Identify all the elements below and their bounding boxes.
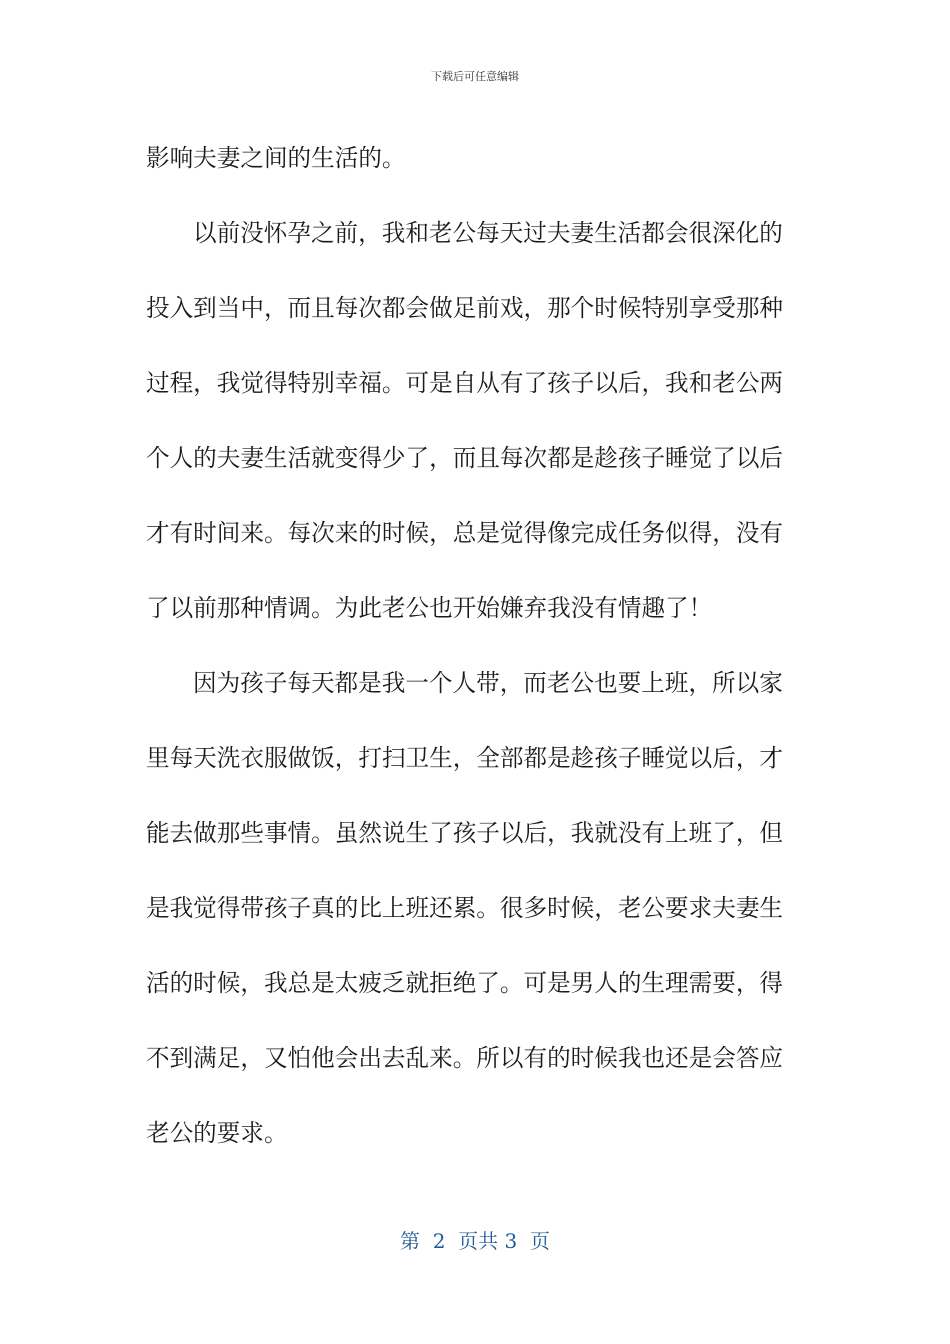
text-line: 是我觉得带孩子真的比上班还累。很多时候，老公要求夫妻生 [146,894,784,922]
text-line: 影响夫妻之间的生活的。 [146,144,406,172]
text-line: 了以前那种情调。为此老公也开始嫌弃我没有情趣了！ [146,594,713,622]
document-body [146,121,796,1171]
text-line: 老公的要求。 [146,1119,288,1147]
page-number-footer: 第 2 页共 3 页 [400,1229,550,1253]
paragraph-first-line: 以前没怀孕之前，我和老公每天过夫妻生活都会很深化的 [193,219,783,247]
paragraph-first-line: 因为孩子每天都是我一个人带，而老公也要上班，所以家 [193,669,783,697]
text-line: 过程，我觉得特别幸福。可是自从有了孩子以后，我和老公两 [146,369,784,397]
text-line: 个人的夫妻生活就变得少了，而且每次都是趁孩子睡觉了以后 [146,444,784,472]
text-line: 里每天洗衣服做饭，打扫卫生，全部都是趁孩子睡觉以后，才 [146,744,784,772]
text-line: 投入到当中，而且每次都会做足前戏，那个时候特别享受那种 [146,294,784,322]
text-line: 才有时间来。每次来的时候，总是觉得像完成任务似得，没有 [146,519,784,547]
page-header: 下载后可任意编辑 [431,70,519,83]
text-line: 不到满足，又怕他会出去乱来。所以有的时候我也还是会答应 [146,1044,784,1072]
text-line: 能去做那些事情。虽然说生了孩子以后，我就没有上班了，但 [146,819,784,847]
text-line: 活的时候，我总是太疲乏就拒绝了。可是男人的生理需要，得 [146,969,784,997]
